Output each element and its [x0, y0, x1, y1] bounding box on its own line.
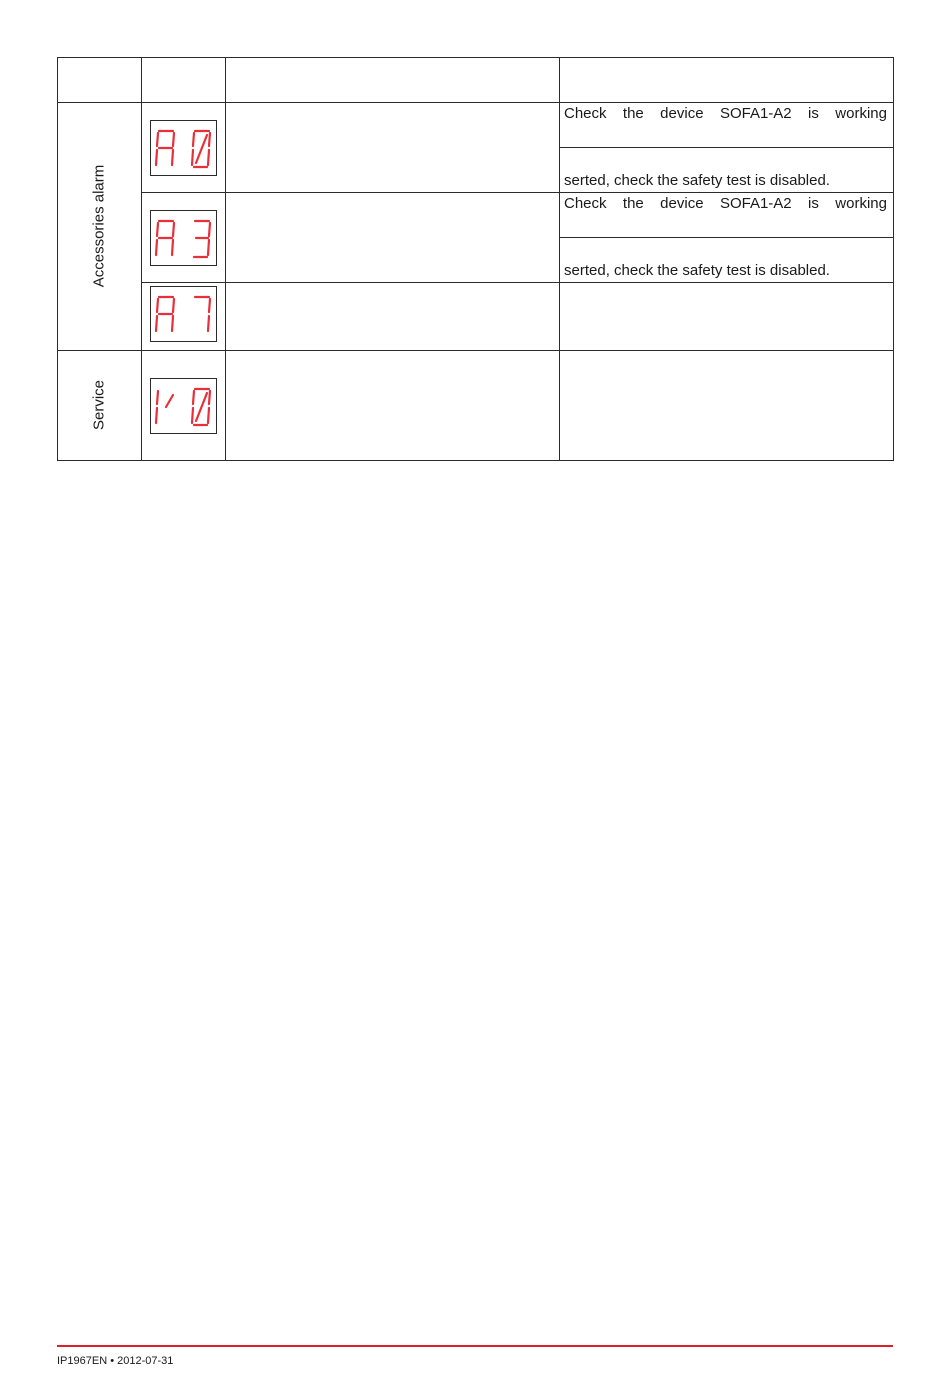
- table-border-left: [57, 57, 58, 461]
- group-divider: [57, 350, 894, 351]
- segment-digits-v0: [156, 389, 210, 425]
- segment-digits-a7: [156, 297, 210, 331]
- action-text-a0-line1: Check the device SOFA1-A2 is working: [564, 105, 887, 122]
- table-border-bottom: [57, 460, 894, 461]
- code-display-a7: [150, 286, 217, 342]
- segment-digits-a0: [156, 131, 210, 167]
- action-text-a3-line2: serted, check the safety test is disabled.: [564, 262, 830, 279]
- code-display-v0: [150, 378, 217, 434]
- table-border-top: [57, 57, 894, 58]
- column-divider: [559, 57, 560, 461]
- code-display-a0: [150, 120, 217, 176]
- action-text-a0-line2: serted, check the safety test is disabled.: [564, 172, 830, 189]
- footer-rule: [57, 1345, 893, 1347]
- row-divider: [141, 282, 894, 283]
- column-divider: [225, 57, 226, 461]
- action-text-a3-line1: Check the device SOFA1-A2 is working: [564, 195, 887, 212]
- code-display-a3: [150, 210, 217, 266]
- group-label-service: Service: [90, 379, 108, 431]
- group-label-accessories-alarm: Accessories alarm: [90, 164, 108, 288]
- row-divider: [559, 237, 894, 238]
- column-divider: [141, 57, 142, 461]
- table-border-right: [893, 57, 894, 461]
- row-divider: [559, 147, 894, 148]
- table-header-divider: [57, 102, 894, 103]
- segment-digits-a3: [156, 221, 210, 257]
- footer-doc-id: IP1967EN • 2012-07-31: [57, 1355, 174, 1367]
- row-divider: [141, 192, 894, 193]
